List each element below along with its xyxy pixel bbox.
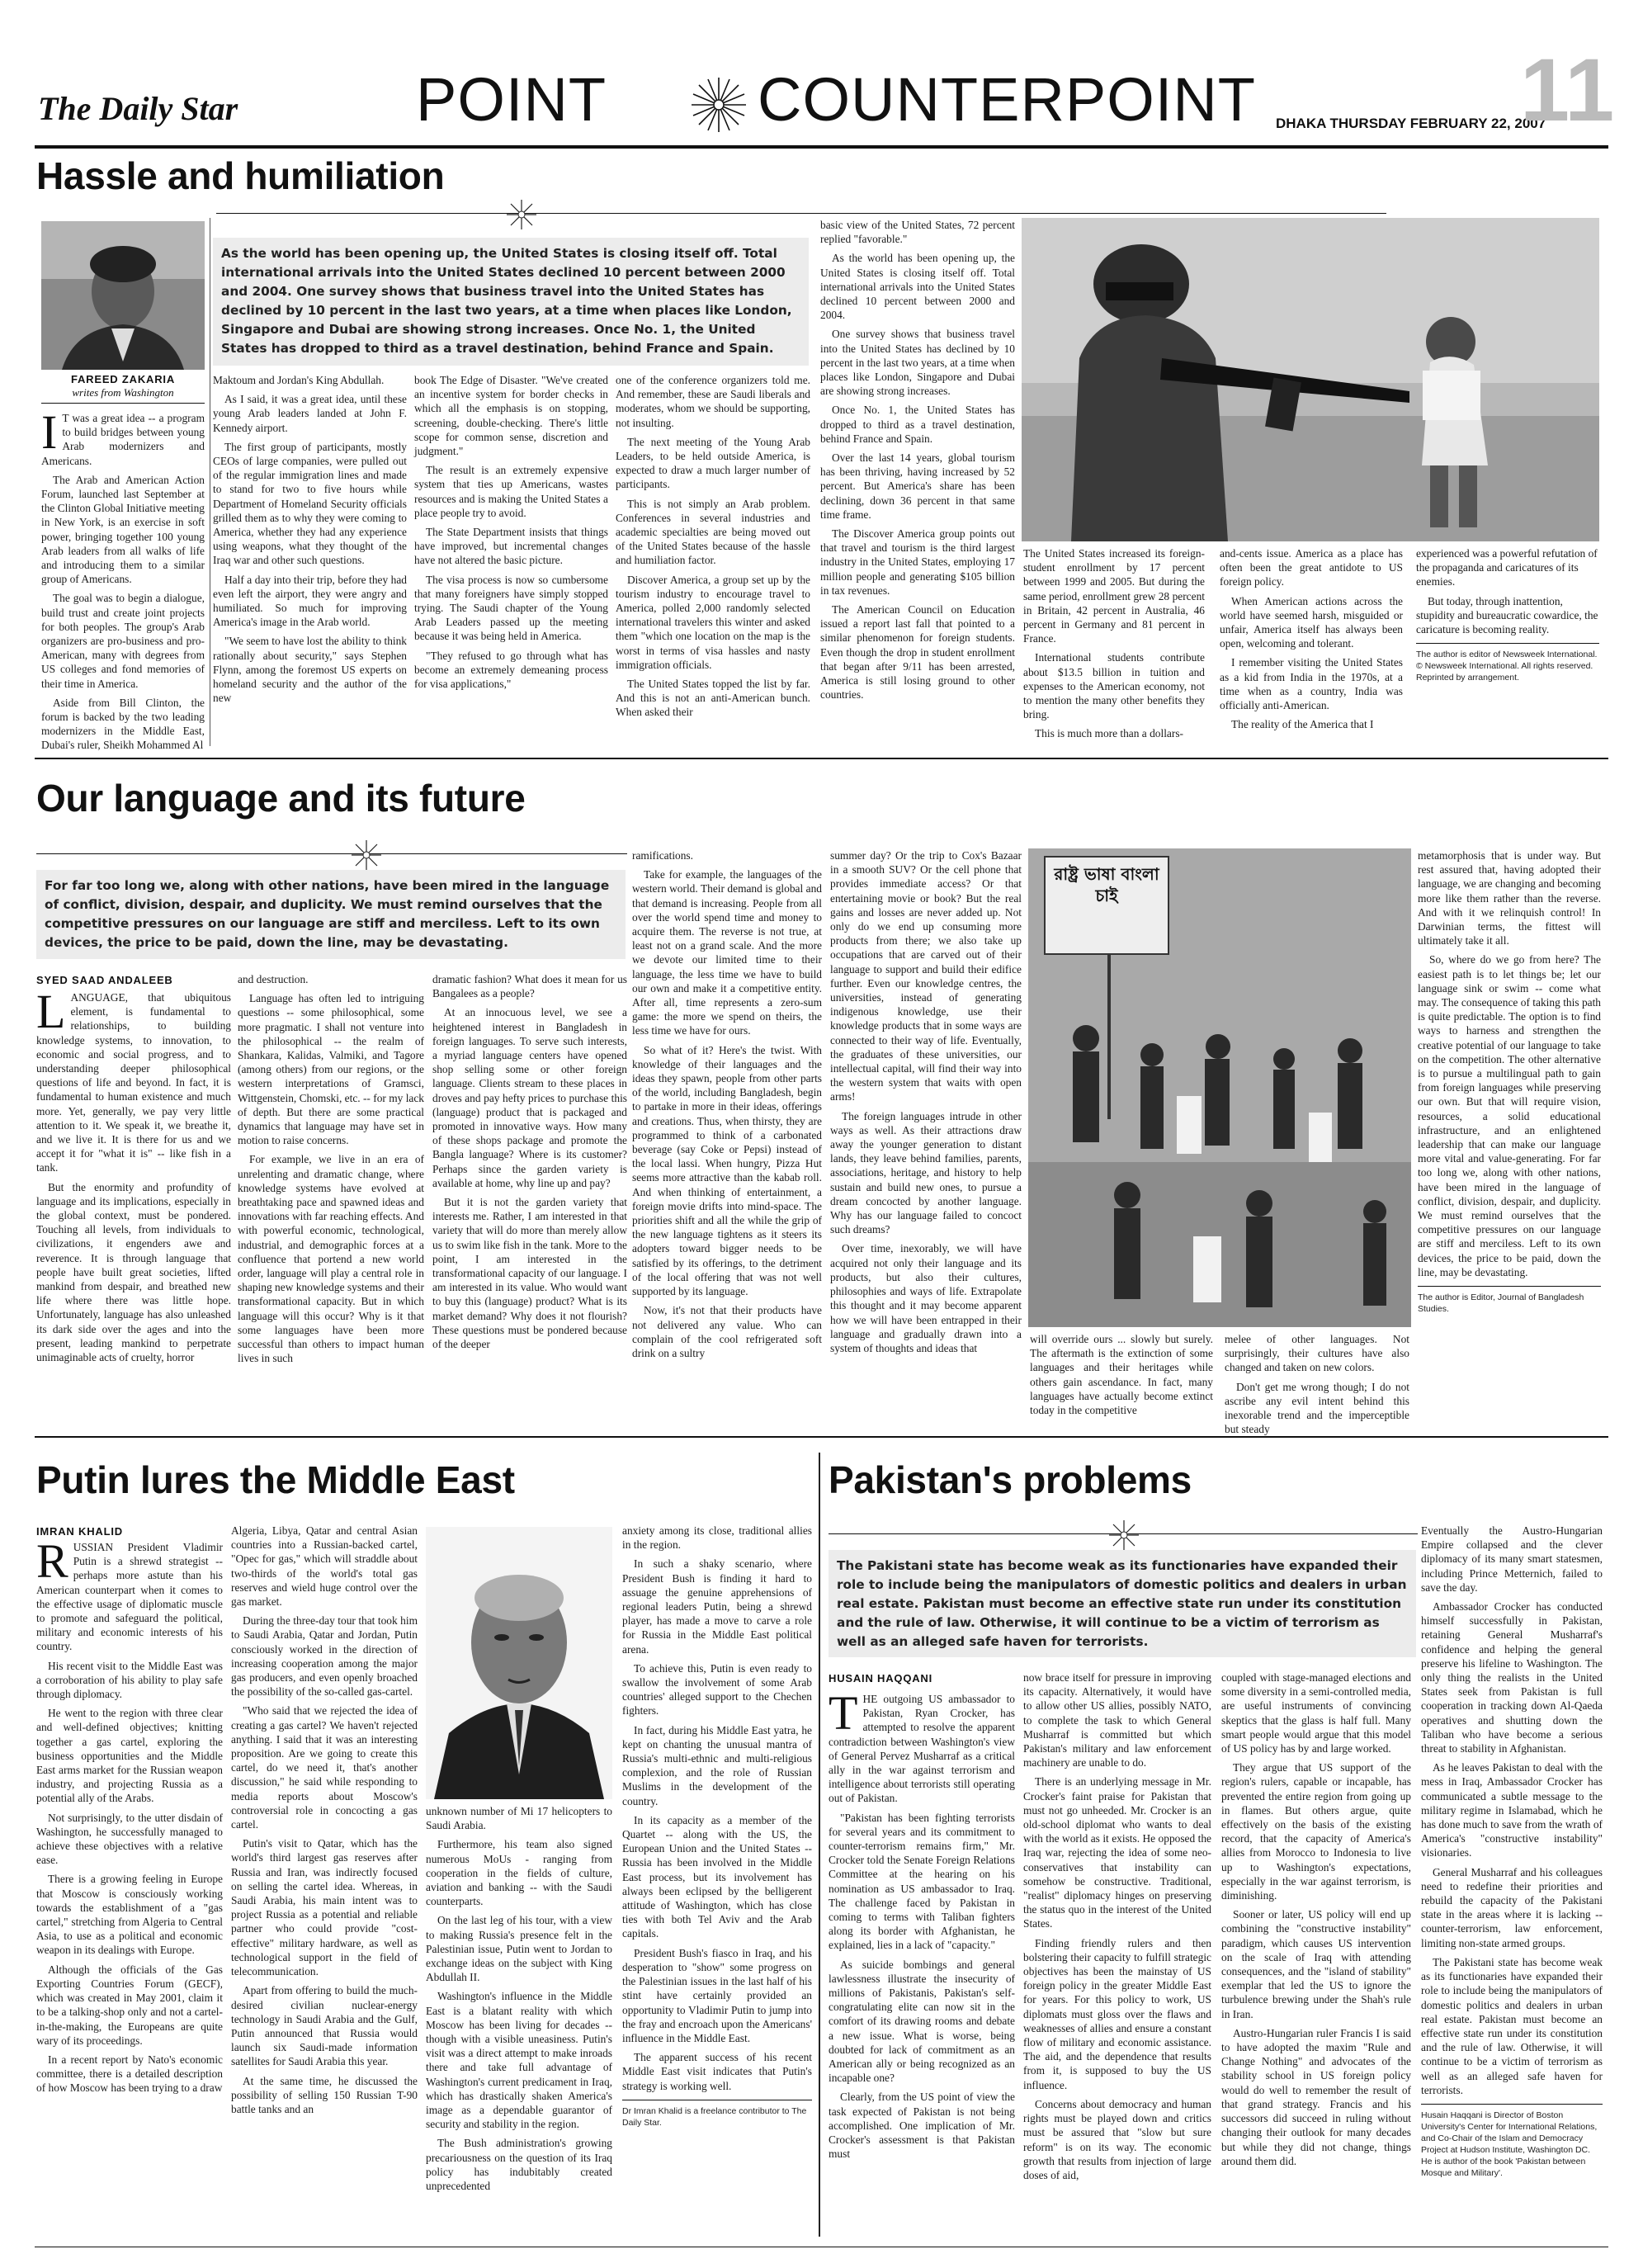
article3-col4 xyxy=(622,1524,812,2235)
paragraph: "They refused to go through what has become an extremely demeaning process for visa applications," xyxy=(414,649,608,691)
paragraph: The Pakistani state has become weak as its functionaries have expanded their role to include being the manipulators of domestic politics and dealers in urban real estate. Pakistan must become an effective state run under its constitution and the rule of law. Otherwise, it will continue to be a victim of terrorism as well as an alleged safe haven for terrorists. xyxy=(1421,1955,1603,2096)
paragraph: During the three-day tour that took him to Saudi Arabia, Qatar and Jordan, Putin consciously worked in the direction of increasing cooperation among the major gas producers, and even openly broached the possibility of the so-called gas-cartel. xyxy=(231,1614,418,1699)
paragraph: and-cents issue. America as a place has often been the great antidote to US foreign policy. xyxy=(1220,547,1403,588)
paragraph: They argue that US support of the region's rulers, capable or incapable, has prevented the entire region from going up in flames. But others argue, quite effectively on the basis of the existing record, that the capacity of America's allies from Morocco to Indonesia to live up to Washington's expectations, especially in the war against terrorism, is diminishing. xyxy=(1221,1761,1411,1902)
article1-byline-sub: writes from Washington xyxy=(72,386,174,399)
paragraph: Although the officials of the Gas Exporting Countries Forum (GECF), which was created in May 2001, claim it to be a talking-shop only and not a cartel-in-the-making, the Europeans are quite wary of its proceedings. xyxy=(36,1963,223,2047)
author-note: The author is editor of Newsweek International. xyxy=(1416,650,1598,660)
article2-col1 xyxy=(36,985,231,1420)
paragraph: The Bush administration's growing precariousness on the question of its Iraq policy has indubitably created unprecedented xyxy=(426,2137,612,2193)
paragraph: USSIAN President Vladimir Putin is a shrewd strategist -- perhaps more astute than his American counterpart when it comes to the effective usage of diplomatic muscle to promote and safeguard the political, military and economic interests of his country. xyxy=(36,1541,223,1653)
article2-col2 xyxy=(238,972,424,1420)
article4-headline: Pakistan's problems xyxy=(829,1458,1192,1501)
paragraph: basic view of the United States, 72 percent replied "favorable." xyxy=(820,219,1015,246)
paragraph: Take for example, the languages of the western world. Their demand is global and that demand is increasing. People from all over the world spend time and money to acquire them. The reverse is not true, at least not on a grand scale. And the more we devote our limited time to their language, the less time we have to build our own and make it a competitive entity. After all, time represents a zero-sum game: the more we spend on theirs, the less time we have for ours. xyxy=(632,868,822,1037)
paragraph: Finding friendly rulers and then bolstering their capacity to fulfill strategic objectives has been the mainstay of US foreign policy in the greater Middle East for years. For this policy to work, US diplomats must gloss over the flaws and weaknesses of allies and ensure a constant flow of military and economic assistance. The aid, and the dependence that results from it, is supposed to buy the US influence. xyxy=(1023,1936,1211,2091)
article2-headline-rule xyxy=(36,853,627,854)
putin-photo xyxy=(426,1527,612,1799)
article3-col3 xyxy=(426,1804,612,2235)
paragraph: The visa process is now so cumbersome that many foreigners have simply stopped trying. The Saudi chapter of the Young Arab Leaders passed up the meeting because it was being held in America. xyxy=(414,573,608,643)
paragraph: There is a growing feeling in Europe that Moscow is consciously working towards the establishment of a "gas cartel," stretching from Algeria to Central Asia, to use as a political and economic weapon in its dealings with Europe. xyxy=(36,1873,223,1957)
protest-sign-text: রাষ্ট্র ভাষা বাংলা চাই xyxy=(1054,864,1159,905)
article1-byline-rule xyxy=(41,403,205,404)
paragraph: Furthermore, his team also signed numerous MoUs - ranging from cooperation in the fields of culture, aviation and banking -- with the Saudi counterparts. xyxy=(426,1838,612,1908)
dateline: DHAKA THURSDAY FEBRUARY 22, 2007 xyxy=(1276,116,1546,131)
paragraph: The foreign languages intrude in other ways as well. As their attractions draw away the younger generation to distant lands, they leave behind families, parents, associations, heritage, and history to help sustain and build new ones, to pursue a dream concocted by another language. Why has our language failed to concoct such dreams? xyxy=(830,1109,1022,1236)
paragraph: At an innocuous level, we see a heightened interest in Bangladesh in foreign languages. To serve such interests, a myriad language centers have opened shop selling some or other foreign language. Clients stream to these places in droves and pay hefty prices to purchase this (language) product that is packaged and promoted in innovative ways. How many of these shops package and promote the Bangla language? Where is its customer? Perhaps since the garden variety is available at home, why line up and pay? xyxy=(432,1006,627,1189)
paragraph: and destruction. xyxy=(238,973,309,985)
paragraph: ramifications. xyxy=(632,849,693,862)
paragraph: now brace itself for pressure in improving its capacity. Alternatively, it would have to allow other US allies, possibly NATO, to complete the task to which General Musharraf is committed but which Pakistan's military and law enforcement machinery are unable to do. xyxy=(1023,1671,1211,1770)
protest-photo xyxy=(1028,848,1411,1327)
article1-col1 xyxy=(41,405,205,752)
author-photo xyxy=(41,221,205,370)
article2-col3 xyxy=(432,972,627,1420)
paragraph: In a recent report by Nato's economic committee, there is a detailed description of how Moscow has been trying to a draw xyxy=(36,2053,223,2095)
article1-col6 xyxy=(1023,546,1205,744)
masthead-rule xyxy=(35,145,1608,149)
paragraph: The State Department insists that things have improved, but incremental changes have not altered the basic picture. xyxy=(414,526,608,567)
paragraph: Once No. 1, the United States has dropped to third as a travel destination, behind France and Spain. xyxy=(820,404,1015,445)
paragraph: For example, we live in an era of unrelenting and dramatic change, where knowledge systems have evolved at breathtaking pace and spawned ideas and innovations with far reaching effects. And with powerful economic, technological, industrial, and demographic forces at a confluence that portend a new world order, language will play a central role in shaping new knowledge systems and their transformational capacity. But in which language will this occur? Why is it that some languages have been more successful than others to impact human lives in such xyxy=(238,1153,424,1365)
paragraph: To achieve this, Putin is even ready to swallow the involvement of some Arab countries' alleged support to the Chechen fighters. xyxy=(622,1661,812,1718)
paragraph: ANGUAGE, that ubiquitous element, is fundamental to relationships, to building knowledge systems, to innovation, to economic and social progress, and to understanding deeper philosophical questions of life and beyond. In fact, it is fundamental to human existence and much more. Yet, generally, we pay very little attention to it. We speak it, we breathe it, and we live it. It is there for us and we accept it for "what it is" -- like fish in a tank. xyxy=(36,991,231,1174)
paragraph: As I said, it was a great idea, until these young Arab leaders landed at John F. Kennedy airport. xyxy=(213,393,407,434)
article1-col7 xyxy=(1220,546,1403,744)
paragraph: unknown number of Mi 17 helicopters to Saudi Arabia. xyxy=(426,1805,612,1832)
article2-byline: SYED SAAD ANDALEEB xyxy=(36,974,173,986)
paragraph: dramatic fashion? What does it mean for us Bangalees as a people? xyxy=(432,973,627,1000)
article2-col6 xyxy=(1030,1332,1213,1421)
paragraph: But today, through inattention, stupidity and bureaucratic cowardice, the caricature is becoming reality. xyxy=(1416,594,1598,636)
article3-byline: IMRAN KHALID xyxy=(36,1525,123,1538)
article2-deck: For far too long we, along with other nations, have been mired in the language of conflict, division, despair, and duplicity. We must remind ourselves that the competitive pressures on our language are stiff and merciless. Left to its own devices, the price to be paid, down the line, may be devastating. xyxy=(36,870,626,959)
paragraph: So what of it? Here's the twist. With knowledge of their languages and the ideas they spawn, people from other parts of the world, including Bangladesh, begin to partake in more in their ideas, offerings and creations. Thus, when thirsty, they are programmed to think of a carbonated beverage (say Coke or Pepsi) instead of the local lassi. When hungry, Pizza Hut seems more attractive than the kabab roll. And when thinking of entertainment, a foreign movie drifts into mind-space. The priorities shift and all the while the grip of the new language tightens as it steers its adopters toward bigger needs to be satisfied by its offerings, to the detriment of the local offering that was not well supported by its language. xyxy=(632,1043,822,1298)
star-divider-icon xyxy=(1107,1519,1140,1552)
paragraph: melee of other languages. Not surprisingly, their cultures have also changed and taken on new colors. xyxy=(1225,1333,1409,1374)
article1-deck: As the world has been opening up, the United States is closing itself off. Total international arrivals into the United States declined 10 percent between 2000 and 2004. One survey shows that business travel into the United States has declined by 10 percent in the last two years, at a time when places like London, Singapore and Dubai are showing strong increases. Once No. 1, the United States has dropped to third as a travel destination, behind France and Spain. xyxy=(213,238,809,366)
paragraph: At the same time, he discussed the possibility of selling 150 Russian T-90 battle tanks and an xyxy=(231,2074,418,2115)
article4-col1 xyxy=(829,1686,1015,2235)
paragraph: Austro-Hungarian ruler Francis I is said to have adopted the maxim "Rule and Change Nothing" and advocates of the stability school in US foreign policy would do well to remember the result of that grand strategy. Francis and his successors did succeed in ruling without changing their outlook for many decades but while they did not change, things around them did. xyxy=(1221,2026,1411,2167)
paragraph: Not surprisingly, to the utter disdain of Washington, he successfully managed to achieve these objectives with a relative ease. xyxy=(36,1811,223,1867)
article3-headline: Putin lures the Middle East xyxy=(36,1458,515,1501)
article1-col8 xyxy=(1416,546,1599,744)
paragraph: coupled with stage-managed elections and some diversity in a semi-controlled media, are useful instruments of convincing skeptics that the glass is half full. Many smart people would argue that this model of US policy has by and large worked. xyxy=(1221,1671,1411,1755)
paragraph: Aside from Bill Clinton, the forum is backed by the two leading modernizers in the Middle East, Dubai's ruler, Sheikh Mohammed Al xyxy=(41,696,205,752)
paragraph: When American actions across the world have seemed harsh, misguided or unfair, America itself has always been open, welcoming and tolerant. xyxy=(1220,594,1403,650)
star-divider-icon xyxy=(350,839,383,872)
paragraph: In its capacity as a member of the Quartet -- along with the US, the European Union and the United States -- Russia has been involved in the Middle East process, but its involvement has always been eclipsed by the belligerent attitude of Washington, which has close ties with both Tel Aviv and the Arab capitals. xyxy=(622,1813,812,1940)
article1-headline: Hassle and humiliation xyxy=(36,154,445,197)
paragraph: book The Edge of Disaster. "We've created an incentive system for border checks in which all the emphasis is on stopping, screening, double-checking. There's little scope for common sense, discretion and judgment." xyxy=(414,374,608,458)
paragraph: This is much more than a dollars- xyxy=(1035,727,1183,740)
paragraph: The first group of participants, mostly CEOs of large companies, were pulled out of the regular immigration lines and made to stand for two to five hours while Department of Homeland Security officials grilled them as to why they were coming to America, whether they had any experience using weapons, what they thought of the Iraq war and other such questions. xyxy=(213,440,407,567)
paragraph: The United States topped the list by far. And this is not an anti-American bunch. When asked their xyxy=(616,678,810,719)
article4-col3 xyxy=(1221,1670,1411,2235)
paragraph: Algeria, Libya, Qatar and central Asian countries into a Russian-backed cartel, "Opec for gas," which will straddle about two-thirds of the world's total gas reserves and wield huge control over the gas market. xyxy=(231,1524,418,1609)
paragraph: As the world has been opening up, the United States is closing itself off. Total international arrivals into the United States declined 10 percent between 2000 and 2004. xyxy=(820,252,1015,322)
paragraph: As suicide bombings and general lawlessness illustrate the insecurity of millions of Pakistanis, Pakistan's self-congratulating elite can now sit in the comfort of its drawing rooms and debate a new issue. What is worse, being doubted for lack of commitment as an American ally or being recognized as an incapable one? xyxy=(829,1958,1015,2085)
paragraph: One survey shows that business travel into the United States has declined by 10 percent in the last two years, at a time when places like London, Singapore and Dubai are showing strong increases. xyxy=(820,328,1015,398)
paragraph: Sooner or later, US policy will end up combining the "constructive instability" paradigm, which causes US intervention on the scale of Iraq with attending consequences, and the "island of stability" exemplar that led the US to ignore the turbulence brewing under the Shah's rule in Iran. xyxy=(1221,1908,1411,2020)
sunburst-icon xyxy=(690,76,748,134)
paragraph: T was a great idea -- a program to build bridges between young Arab modernizers and Americans. xyxy=(41,412,205,467)
article4-col2 xyxy=(1023,1670,1211,2235)
article2-col4 xyxy=(632,848,822,1421)
paragraph: The United States increased its foreign-student enrollment by 17 percent between 1999 and 2005. But during the same period, enrollment grew 28 percent in Britain, 42 percent in Australia, 46 percent in Germany and 81 percent in France. xyxy=(1023,547,1205,645)
paragraph: "We seem to have lost the ability to think rationally about security," says Stephen Flynn, among the foremost US experts on homeland security and the author of the new xyxy=(213,635,407,705)
article2-dropcap: L xyxy=(36,985,66,1038)
paragraph: Eventually the Austro-Hungarian Empire collapsed and the clever diplomacy of its many smart statesmen, including Prince Metternich, failed to save the day. xyxy=(1421,1524,1603,1594)
article2-col8 xyxy=(1418,848,1601,1421)
paragraph: The apparent success of his recent Middle East visit indicates that Putin's strategy is working well. xyxy=(622,2051,812,2092)
paragraph: President Bush's fiasco in Iraq, and his desperation to "show" some progress on the Palestinian issues in the last half of his stint have certainly provided an opportunity to Vladimir Putin to jump into the fray and encroach upon the Americans' influence in the Middle East. xyxy=(622,1946,812,2044)
paragraph: International students contribute about $13.5 billion in tuition and expenses to the American economy, not to mention the many other benefits they bring. xyxy=(1023,651,1205,721)
paragraph: But the enormity and profundity of language and its implications, especially in the global context, must be pondered. Touching all levels, from individuals to civilizations, it engenders awe and reverence. It is through language that people have built great societies, lifted mankind from despair, and breathed new life where there was little hope. Unfortunately, language has also unleashed its dark side over the ages and into the present, leading mankind to perpetrate unimaginable acts of cruelty, horror xyxy=(36,1180,231,1364)
paragraph: "Pakistan has been fighting terrorists for several years and its commitment to counter-terrorism remains firm," Mr. Crocker told the Senate Foreign Relations Committee at the hearing on his nomination as US ambassador to Iraq. The challenge faced by Pakistan in coming to terms with Taliban fighters along its border with Afghanistan, he explained, lies in a lack of "capacity." xyxy=(829,1811,1015,1952)
article1-col3 xyxy=(414,373,608,744)
article1-headline-rule xyxy=(216,213,1386,214)
paragraph: Now, it's not that their products have not delivered any value. Who can complain of the cool refrigerated soft drink on a sultry xyxy=(632,1304,822,1359)
page-number: 11 xyxy=(1520,40,1615,139)
paragraph: Apart from offering to build the much-desired civilian nuclear-energy technology in Saudi Arabia and the Gulf, Putin announced that Russia would launch six Saudi-made information satellites for Saudi Arabia this year. xyxy=(231,1984,418,2068)
note-rule xyxy=(1418,1286,1601,1287)
paragraph: Putin's visit to Qatar, which has the world's third largest gas reserves after Russia and Iran, was indirectly focused on selling the cartel idea. Whereas, in Saudi Arabia, his main intent was to project Russia as a potential and reliable partner who could provide "cost-effective" military hardware, as well as technological support in the field of telecommunication. xyxy=(231,1837,418,1978)
paragraph: The Discover America group points out that travel and tourism is the third largest industry in the United States, employing 17 million people and generating $105 billion in tax revenues. xyxy=(820,527,1015,597)
paragraph: will override ours ... slowly but surely. The aftermath is the extinction of some languages and their heritages while others gain ascendance. In fact, many languages have actually become extinct today in the competitive xyxy=(1030,1333,1213,1417)
article4-dropcap: T xyxy=(829,1686,858,1740)
paragraph: He went to the region with three clear and well-defined objectives; knitting together a gas cartel, exploring the business opportunities and the Middle East arms market for the Russian weapon industry, and projecting Russia as a potential ally of the Arabs. xyxy=(36,1707,223,1805)
paragraph: Over the last 14 years, global tourism has been thriving, having increased by 52 percent. But America's share has been declining, down 36 percent in that same time frame. xyxy=(820,451,1015,521)
paragraph: In fact, during his Middle East yatra, he kept on chanting the unusual mantra of Russia's multi-ethnic and multi-religious complexion, and the role of Russian Muslims in the development of the country. xyxy=(622,1723,812,1807)
paragraph: The result is an extremely expensive system that ties up Americans, wastes resources and is making the United States a place people try to avoid. xyxy=(414,464,608,519)
paragraph: "Who said that we rejected the idea of creating a gas cartel? We haven't rejected anything. I said that it was an interesting proposition. Are we going to create this cartel, do we need it, that's another discussion," he said while responding to media reports about Moscow's controversial role in concocting a gas cartel. xyxy=(231,1704,418,1831)
paragraph: General Musharraf and his colleagues need to redefine their priorities and rebuild the capacity of the Pakistani state in the areas where it is lacking -- counter-terrorism, law enforcement, limiting non-state armed groups. xyxy=(1421,1865,1603,1949)
paragraph: The American Council on Education issued a report last fall that pointed to a similar phenomenon for foreign students. Even though the drop in student enrollment that began after 9/11 has been arrested, America is still losing ground to other countries. xyxy=(820,603,1015,702)
paragraph: Half a day into their trip, before they had even left the airport, they were angry and humiliated. So much for improving America's image in the Arab world. xyxy=(213,573,407,629)
section-rule xyxy=(35,758,1608,759)
masthead xyxy=(38,33,1615,149)
paragraph: The reality of the America that I xyxy=(1231,718,1374,731)
section-title-left: POINT xyxy=(416,65,607,134)
paragraph: one of the conference organizers told me. And remember, these are Saudi liberals and moderates, whom we should be supporting, not insulting. xyxy=(616,374,810,429)
article3-col1 xyxy=(36,1534,223,2235)
article1-byline-name: FAREED ZAKARIA xyxy=(70,373,176,385)
paragraph: His recent visit to the Middle East was a corroboration of his ability to play safe through diplomacy. xyxy=(36,1659,223,1701)
paragraph: HE outgoing US ambassador to Pakistan, Ryan Crocker, has attempted to resolve the apparent contradiction between Washington's view of General Pervez Musharraf as a critical ally in the war against terrorism and intelligence about terrorists still operating out of Pakistan. xyxy=(829,1693,1015,1805)
paragraph: The goal was to begin a dialogue, build trust and create joint projects for both peoples. The group's Arab organizers are pro-business and pro-American, many with degrees from US colleges and fond memories of their time in America. xyxy=(41,592,205,690)
article2-col7 xyxy=(1225,1332,1409,1436)
article2-col5 xyxy=(830,848,1022,1421)
paragraph: There is an underlying message in Mr. Crocker's faint praise for Pakistan that must not go unheeded. Mr. Crocker is an old-school diplomat who wants to deal with the world as it exists. He opposed the Iraq war, rejecting the idea of some neo-conservatives that instability can somehow be constructive. Traditional, "realist" diplomacy hinges on preserving the status quo in the interest of the United States. xyxy=(1023,1775,1211,1930)
paragraph: In such a shaky scenario, where President Bush is finding it hard to assuage the genuine apprehensions of regional leaders Putin, being a shrewd player, has made a move to carve a role for Russia in the Middle East political arena. xyxy=(622,1557,812,1656)
paragraph: So, where do we go from here? The easiest path is to let things be; let our language sink or swim -- come what may. The consequence of taking this path is quite predictable. The option is to find ways to harness and strengthen the creative potential of our language to take on the competition. The other alternative is to pursue a multilingual path to gain from foreign languages while preserving our own. But that will require vision, resources, a solid educational infrastructure, and an enlightened leadership that can make our language more vital and value-generating. For far too long we, along with other nations, have been mired in the language of conflict, division, despair, and duplicity. We must remind ourselves that the competitive pressures on our language are stiff and merciless. Left to its own devices, the price to be paid, down the line, may be devastating. xyxy=(1418,953,1601,1278)
article1-dropcap: I xyxy=(41,405,58,459)
paragraph: experienced was a powerful refutation of the propaganda and caricatures of its enemies. xyxy=(1416,547,1598,588)
paragraph: I remember visiting the United States as a kid from India in the 1970s, at a time when as a country, India was officially anti-American. xyxy=(1220,656,1403,712)
section-rule xyxy=(35,1436,1608,1438)
author-note: Husain Haqqani is Director of Boston University's Center for International Relations, and Co-Chair of the Islam and Democracy Project at Hudson Institute, Washington DC. He is author of the book 'Pakistan between Mosque and Military'. xyxy=(1421,2110,1598,2178)
paragraph: Don't get me wrong though; I do not ascribe any evil intent behind this inexorable trend and the imperceptible but steady xyxy=(1225,1380,1409,1436)
paragraph: Concerns about democracy and human rights must be played down and critics must be assured that "slow but sure reform" is on its way. The economic growth that results from injection of large doses of aid, xyxy=(1023,2097,1211,2181)
article3-col2 xyxy=(231,1524,418,2235)
paragraph: But it is not the garden variety that interests me. Rather, I am interested in that variety that will do more than merely allow us to swim like fish in the tank. More to the point, I am interested in the transformational capacity of our language. I am interested in its value. Who would want to buy this (language) product? What is its market demand? Why does it not flourish? These questions must be pondered because of the deeper xyxy=(432,1196,627,1351)
star-divider-icon xyxy=(505,198,538,231)
article1-col4 xyxy=(616,373,810,744)
paragraph: Clearly, from the US point of view the task expected of Pakistan is not being accomplished. One implication of Mr. Crocker's assessment is that Pakistan must xyxy=(829,2091,1015,2161)
paragraph: Maktoum and Jordan's King Abdullah. xyxy=(213,374,385,386)
paragraph: As he leaves Pakistan to deal with the mess in Iraq, Ambassador Crocker has communicated a subtle message to the military regime in Islamabad, which he has done much to save from the wrath of America's "constructive instability" visionaries. xyxy=(1421,1761,1603,1859)
article4-byline: HUSAIN HAQQANI xyxy=(829,1672,933,1684)
article3-dropcap: R xyxy=(36,1534,68,1588)
paragraph: The Arab and American Action Forum, launched last September at the Clinton Global Initiative meeting in New York, is an exercise in soft power, bringing together 100 young Arab leaders from all walks of life and introducing them to a similar group of Americans. xyxy=(41,473,205,586)
note-rule xyxy=(1416,643,1599,644)
checkpoint-photo xyxy=(1022,218,1599,541)
article4-deck: The Pakistani state has become weak as its functionaries have expanded their role to include being the manipulators of domestic politics and dealers in urban real estate. Pakistan must become an effective state run under its constitution and the rule of law. Otherwise, it will continue to be a victim of terrorism as well as an alleged safe haven for terrorists. xyxy=(829,1550,1416,1657)
paragraph: summer day? Or the trip to Cox's Bazaar in a smooth SUV? Or the cell phone that provides immediate access? Or that entertaining movie or book? But the real gains and losses are never added up. Not only do we end up consuming more products from there; we also take up occupations that are carved out of their language to support and build their edifice further. Even our knowledge centres, the universities, instead of generating indigenous knowledge, use their knowledge products that in some ways are connected to their way of life. Eventually, the graduates of these universities, our intellectual capital, will find their way into the western system that waits with open arms! xyxy=(830,849,1022,1103)
article4-col4 xyxy=(1421,1524,1603,2235)
article1-col5 xyxy=(820,218,1015,746)
author-note: The author is Editor, Journal of Bangladesh Studies. xyxy=(1418,1292,1584,1315)
paragraph: metamorphosis that is under way. But rest assured that, having adopted their language, we are changing and becoming more like them rather than the reverse. And with it we relinquish control! In Darwinian terms, the fittest will ultimately take it all. xyxy=(1418,849,1601,947)
paragraph: This is not simply an Arab problem. Conferences in several industries and academic specialties are being moved out of the United States because of the hassle and humiliation factor. xyxy=(616,497,810,567)
copyright-note: © Newsweek International. All rights reserved. Reprinted by arrangement. xyxy=(1416,661,1593,683)
column-divider xyxy=(819,1453,820,2237)
paper-logo: The Daily Star xyxy=(38,90,238,127)
note-rule xyxy=(1421,2104,1603,2105)
paragraph: Ambassador Crocker has conducted himself successfully in Pakistan, retaining General Musharraf's confidence and helping the general preserve his lifeline to Washington. The only thing the realists in the United States seek from Pakistan is full cooperation in tracking down Al-Qaeda operatives and shutting down the Taliban who have become a serious threat to stability in Afghanistan. xyxy=(1421,1600,1603,1755)
paragraph: On the last leg of his tour, with a view to making Russia's presence felt in the Palestinian issue, Putin went to Jordan to exchange ideas on the subject with King Abdullah II. xyxy=(426,1914,612,1984)
paragraph: Over time, inexorably, we will have acquired not only their language and its products, but also their cultures, philosophies and ways of life. Extrapolate this thought and it may become apparent how we will have been entrapped in their language and gradually drawn into a system of thoughts and ideas that xyxy=(830,1242,1022,1354)
author-note: Dr Imran Khalid is a freelance contributor to The Daily Star. xyxy=(622,2105,807,2128)
section-title-right: COUNTERPOINT xyxy=(758,65,1256,134)
paragraph: anxiety among its close, traditional allies in the region. xyxy=(622,1524,812,1552)
paragraph: Language has often led to intriguing questions -- some philosophical, some more pragmatic. I shall not venture into the philosophical -- the realm of Shankara, Kalidas, Valmiki, and Tagore (among others) from our regions, or the western interpretations of Gramsci, Wittgenstein, Chomski, etc. -- for my lack of depth. But there are some practical dynamics that language may have set in motion to raise concerns. xyxy=(238,992,424,1147)
paragraph: The next meeting of the Young Arab Leaders, to be held outside America, is expected to draw a much larger number of participants. xyxy=(616,435,810,491)
article1-col2 xyxy=(213,373,407,744)
article2-headline: Our language and its future xyxy=(36,777,526,820)
paragraph: Discover America, a group set up by the tourism industry to encourage travel to America, polled 2,000 randomly selected international travelers this winter and asked them "which one location on the map is the worst in terms of visa hassles and nasty immigration officials. xyxy=(616,573,810,671)
paragraph: Washington's influence in the Middle East is a blatant reality with which Moscow has been living for decades -- though with a visible uneasiness. Putin's visit was a direct attempt to make inroads there and take full advantage of Washington's current predicament in Iraq, which has drastically shaken America's image as a dependable guarantor of security and stability in the region. xyxy=(426,1990,612,2131)
